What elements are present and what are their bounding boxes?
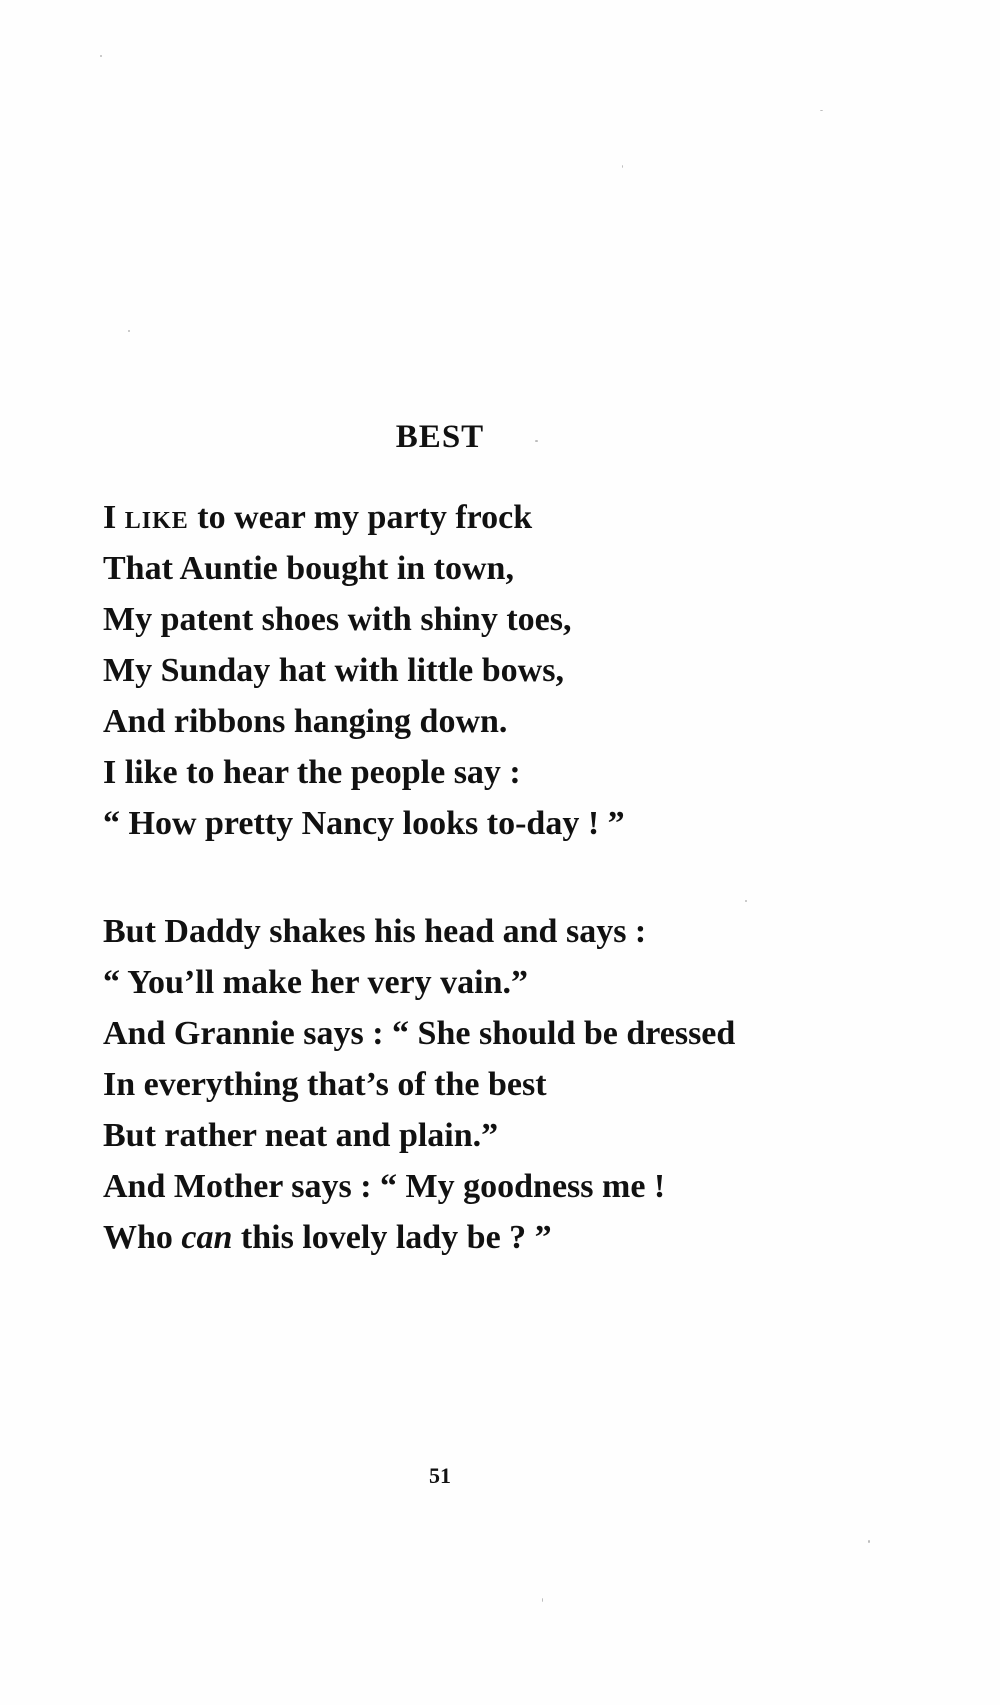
scan-speck (745, 900, 747, 902)
scan-speck (128, 330, 130, 332)
small-caps-word: like (124, 499, 189, 536)
stanza-2 (103, 906, 735, 1263)
poem-line: In everything that’s of the best (103, 1066, 547, 1103)
italic-word: can (181, 1219, 233, 1256)
poem-line: But Daddy shakes his head and says : (103, 913, 647, 950)
scan-speck (622, 165, 623, 168)
scan-speck (542, 1598, 543, 1602)
poem-line: “ You’ll make her very vain.” (103, 964, 528, 1001)
poem-line: And Grannie says : “ She should be dressed (103, 1015, 736, 1052)
scan-speck (820, 110, 823, 111)
scan-speck (535, 440, 538, 442)
line-lead: Who (103, 1219, 182, 1256)
poem-line: And ribbons hanging down. (103, 703, 508, 740)
scan-speck (100, 55, 102, 57)
poem-line: My Sunday hat with little bows, (103, 652, 564, 689)
poem-line: “ How pretty Nancy looks to-day ! ” (103, 805, 625, 842)
scan-speck (868, 1540, 870, 1543)
poem-line (103, 492, 625, 543)
poem-line: But rather neat and plain.” (103, 1117, 499, 1154)
poem-line: And Mother says : “ My goodness me ! (103, 1168, 666, 1205)
poem-line (103, 1212, 735, 1263)
poem-line: I like to hear the people say : (103, 754, 521, 791)
line-rest: to wear my party frock (188, 499, 533, 536)
poem-line: That Auntie bought in town, (103, 550, 514, 587)
poem-line: My patent shoes with shiny toes, (103, 601, 572, 638)
stanza-1 (103, 492, 625, 849)
line-rest: this lovely lady be ? ” (232, 1219, 552, 1256)
page-number: 51 (429, 1463, 451, 1488)
line-lead: I (103, 499, 125, 536)
poem-title: BEST (395, 419, 485, 455)
